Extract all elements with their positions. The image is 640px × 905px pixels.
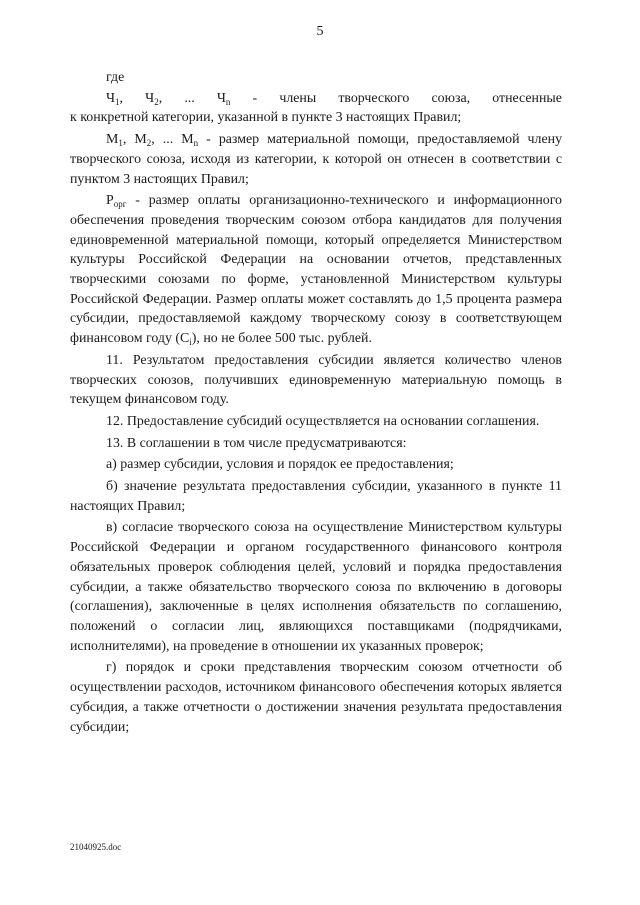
members-word: члены — [279, 90, 317, 106]
member-symbol-2: $Ч_2$, — [145, 90, 163, 107]
members-dash: - — [252, 90, 258, 106]
document-body — [70, 68, 562, 739]
member-symbol-1: $Ч_1$, — [106, 90, 124, 107]
item-a: а) размер субсидии, условия и порядок ее предоставления; — [106, 457, 454, 473]
members-word: отнесенные — [492, 90, 562, 106]
member-ellipsis: ... — [184, 90, 195, 106]
paragraph-13: 13. В соглашении в том числе предусматриваются: — [106, 435, 407, 451]
paragraph-11: 11. Результатом предоставления субсидии является количество членов творческих союзов, получивших единовременную материальную помощь в текущем финансовом году. — [70, 352, 562, 408]
members-definition-cont: к конкретной категории, указанной в пункте 3 настоящих Правил; — [70, 110, 462, 126]
porg-definition: $Р_{орг}$ - размер оплаты организационно-технического и информационного обеспечения проведения творческим союзом отбора кандидатов для получения единовременной материальной помощи, который определяется Министерством культуры Российской Федерации на основании отчетов, представленных творческими союзами по форме, установленной Министерством культуры Российской Федерации. Размер оплаты может составлять до 1,5 процента размера субсидии, предоставляемой каждому творческому союзу в соответствующем финансовом году $(С_i)$, но не более 500 тыс. рублей. — [70, 193, 562, 348]
members-word: творческого — [338, 90, 410, 106]
item-g: г) порядок и сроки представления творческим союзом отчетности об осуществлении расходов, источником финансового обеспечения которых является субсидия, а также отчетности о достижении значения результата предоставления субсидии; — [70, 660, 562, 735]
where-label: где — [106, 70, 125, 85]
member-symbol-n: $Ч_n$ — [216, 90, 231, 107]
item-b: б) значение результата предоставления субсидии, указанного в пункте 11 настоящих Правил; — [70, 479, 562, 514]
page-number: 5 — [316, 24, 324, 39]
members-definition-line — [70, 89, 562, 109]
members-word: союза, — [431, 90, 471, 106]
document-file-code: 21040925.doc — [70, 842, 122, 852]
aid-definition: $М_1$, $М_2$, ... $М_n$ - размер материальной помощи, предоставляемой члену творческого союза, исходя из категории, к которой он отнесен в соответствии с пунктом 3 настоящих Правил; — [70, 132, 563, 187]
paragraph-12: 12. Предоставление субсидий осуществляется на основании соглашения. — [106, 413, 540, 429]
item-v: в) согласие творческого союза на осуществление Министерством культуры Российской Федерации и органом государственного финансового контроля обязательных проверок соблюдения целей, условий и порядка предоставления субсидии, а также обязательство творческого союза по включению в договоры (соглашения), заключенные в целях исполнения обязательств по соглашению, положений о согласии лиц, являющихся поставщиками (подрядчиками, исполнителями), на проведение в отношении их указанных проверок; — [70, 520, 562, 654]
